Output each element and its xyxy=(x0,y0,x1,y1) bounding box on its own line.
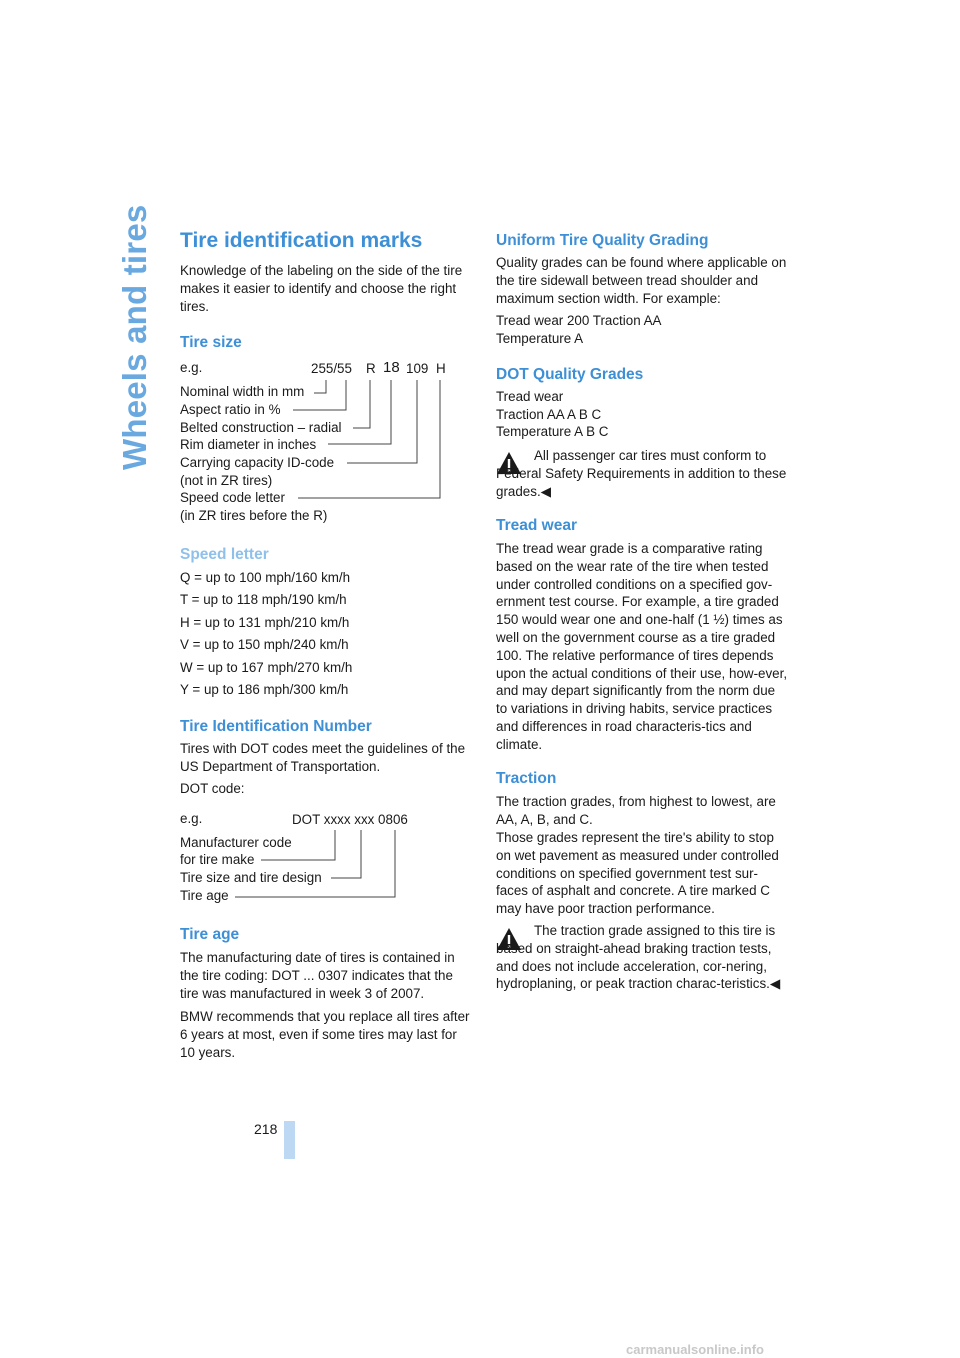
tread-wear-text: The tread wear grade is a comparative rating based on the wear rate of the tire when tested under controlled conditions on a specified gov-ernment test course. For example, a tire graded 150 would wear one and one-half (1 ½) times as well on the government course as a tire graded 100. The relative performance of tires depends upon the actual conditions of their use, how-ever, and may depart significantly from the norm due to variations in driving habits, service practices and differences in road characteris-tics and climate. xyxy=(496,541,788,752)
utqg-heading: Uniform Tire Quality Grading xyxy=(496,232,709,249)
intro-text: Knowledge of the labeling on the side of the tire makes it easier to identify and choose the right tires. xyxy=(180,263,463,314)
utqg-text: Quality grades can be found where applicable on the tire sidewall between tread shoulder and maximum section width. For example: xyxy=(496,255,787,306)
tire-size-heading: Tire size xyxy=(180,334,242,351)
speed-item-t: T = up to 118 mph/190 km/h xyxy=(180,592,347,607)
dot-eg: e.g. xyxy=(180,811,203,826)
utqg-example-1: Tread wear 200 Traction AA xyxy=(496,313,662,328)
code-size: 255/55 xyxy=(311,361,352,376)
tread-wear-heading: Tread wear xyxy=(496,517,577,534)
speed-item-q: Q = up to 100 mph/160 km/h xyxy=(180,570,351,585)
traction-text-2: Those grades represent the tire's ability to stop on wet pavement as measured under controlled conditions on specified government test sur-faces of asphalt and concrete. A tire marked C may have poor traction performance. xyxy=(496,830,779,917)
tin-heading: Tire Identification Number xyxy=(180,718,372,735)
label-size-design: Tire size and tire design xyxy=(180,870,322,885)
speed-item-y: Y = up to 186 mph/300 km/h xyxy=(180,682,349,697)
speed-letter-heading: Speed letter xyxy=(180,546,269,563)
dot-grade-line-2: Traction AA A B C xyxy=(496,407,602,422)
speed-item-w: W = up to 167 mph/270 km/h xyxy=(180,660,353,675)
connector-age xyxy=(235,830,395,897)
tire-age-p2: BMW recommends that you replace all tires after 6 years at most, even if some tires may last for 10 years. xyxy=(180,1009,470,1060)
main-heading: Tire identification marks xyxy=(180,229,423,252)
tire-size-eg: e.g. xyxy=(180,360,203,375)
label-speed-code: Speed code letter xyxy=(180,490,285,505)
code-rim: 18 xyxy=(383,359,400,376)
code-construction: R xyxy=(366,361,376,376)
label-manufacturer-code: Manufacturer code xyxy=(180,835,292,850)
dot-grade-line-1: Tread wear xyxy=(496,389,564,404)
dot-grades-heading: DOT Quality Grades xyxy=(496,366,644,383)
label-aspect-ratio: Aspect ratio in % xyxy=(180,402,281,417)
code-speed: H xyxy=(436,361,446,376)
dot-code-label: DOT code: xyxy=(180,781,245,796)
traction-text-1: The traction grades, from highest to lowest, are AA, A, B, and C. xyxy=(496,794,776,827)
speed-item-h: H = up to 131 mph/210 km/h xyxy=(180,615,350,630)
sidebar-title: Wheels and tires xyxy=(116,204,153,470)
footer-watermark: carmanualsonline.info xyxy=(626,1342,764,1357)
page-number-bar xyxy=(284,1121,295,1159)
tin-text: Tires with DOT codes meet the guidelines of the US Department of Transportation. xyxy=(180,741,466,774)
label-not-zr: (not in ZR tires) xyxy=(180,473,273,488)
label-tire-make: for tire make xyxy=(180,852,255,867)
code-load: 109 xyxy=(406,361,429,376)
speed-item-v: V = up to 150 mph/240 km/h xyxy=(180,637,349,652)
label-nominal-width: Nominal width in mm xyxy=(180,384,305,399)
label-belted: Belted construction – radial xyxy=(180,420,342,435)
page-number: 218 xyxy=(254,1121,278,1137)
label-carrying-capacity: Carrying capacity ID-code xyxy=(180,455,335,470)
utqg-example-2: Temperature A xyxy=(496,331,584,346)
traction-heading: Traction xyxy=(496,770,557,787)
traction-warning: The traction grade assigned to this tire is based on straight-ahead braking traction tests, and does not include acceleration, cor-nering, hydroplaning, or peak traction charac-teristics.◀ xyxy=(496,923,781,992)
dot-grade-line-3: Temperature A B C xyxy=(496,424,609,439)
dot-grades-warning: All passenger car tires must conform to Federal Safety Requirements in addition to these grades.◀ xyxy=(496,448,787,499)
dot-connectors xyxy=(180,0,472,910)
dot-code-example: DOT xxxx xxx 0806 xyxy=(292,812,408,827)
tire-age-heading: Tire age xyxy=(180,926,240,943)
label-zr-before-r: (in ZR tires before the R) xyxy=(180,508,328,523)
label-rim-diameter: Rim diameter in inches xyxy=(180,437,317,452)
tire-age-p1: The manufacturing date of tires is contained in the tire coding: DOT ... 0307 indicates that the tire was manufactured in week 3 of 2007. xyxy=(180,950,455,1001)
connector-manufacturer xyxy=(261,830,335,860)
label-tire-age: Tire age xyxy=(180,888,229,903)
